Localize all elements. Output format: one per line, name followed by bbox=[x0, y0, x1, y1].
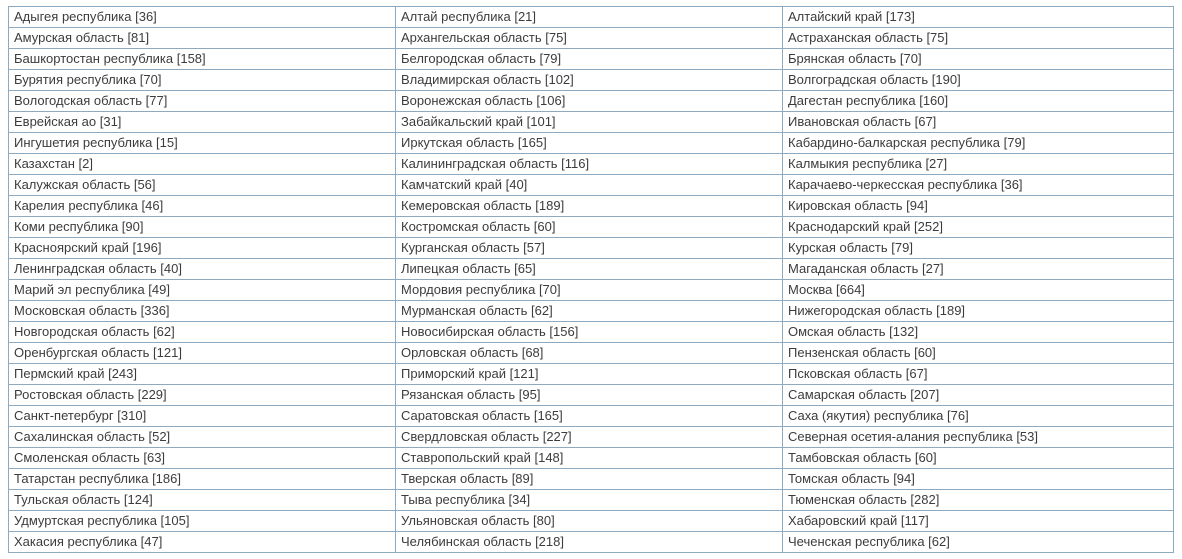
table-cell bbox=[396, 217, 783, 238]
table-row bbox=[9, 70, 1174, 91]
table-cell bbox=[783, 385, 1174, 406]
region-link[interactable]: Липецкая область [65] bbox=[401, 261, 536, 276]
table-cell bbox=[9, 427, 396, 448]
table-cell bbox=[9, 49, 396, 70]
region-link[interactable]: Кабардино-балкарская республика [79] bbox=[788, 135, 1026, 150]
table-cell bbox=[396, 364, 783, 385]
table-cell bbox=[9, 448, 396, 469]
region-link[interactable]: Еврейская ао [31] bbox=[14, 114, 122, 129]
table-cell bbox=[396, 259, 783, 280]
table-cell bbox=[783, 91, 1174, 112]
table-cell bbox=[396, 133, 783, 154]
table-cell bbox=[396, 427, 783, 448]
region-link[interactable]: Тамбовская область [60] bbox=[788, 450, 937, 465]
table-cell bbox=[9, 343, 396, 364]
region-link[interactable]: Тюменская область [282] bbox=[788, 492, 940, 507]
table-cell bbox=[783, 7, 1174, 28]
table-cell bbox=[396, 511, 783, 532]
table-row bbox=[9, 511, 1174, 532]
table-cell bbox=[9, 511, 396, 532]
region-link[interactable]: Белгородская область [79] bbox=[401, 51, 562, 66]
region-link[interactable]: Татарстан республика [186] bbox=[14, 471, 181, 486]
region-link[interactable]: Владимирская область [102] bbox=[401, 72, 574, 87]
region-link[interactable]: Амурская область [81] bbox=[14, 30, 150, 45]
table-cell bbox=[9, 70, 396, 91]
region-link[interactable]: Курская область [79] bbox=[788, 240, 913, 255]
region-link[interactable]: Ульяновская область [80] bbox=[401, 513, 555, 528]
table-row bbox=[9, 490, 1174, 511]
region-link[interactable]: Санкт-петербург [310] bbox=[14, 408, 147, 423]
region-link[interactable]: Красноярский край [196] bbox=[14, 240, 162, 255]
table-cell bbox=[9, 280, 396, 301]
region-link[interactable]: Хабаровский край [117] bbox=[788, 513, 929, 528]
region-link[interactable]: Псковская область [67] bbox=[788, 366, 928, 381]
region-link[interactable]: Хакасия республика [47] bbox=[14, 534, 163, 549]
region-link[interactable]: Томская область [94] bbox=[788, 471, 915, 486]
table-cell bbox=[9, 385, 396, 406]
table-row bbox=[9, 322, 1174, 343]
table-cell bbox=[783, 280, 1174, 301]
table-cell bbox=[9, 112, 396, 133]
region-link[interactable]: Северная осетия-алания республика [53] bbox=[788, 429, 1039, 444]
region-link[interactable]: Приморский край [121] bbox=[401, 366, 539, 381]
region-link[interactable]: Курганская область [57] bbox=[401, 240, 545, 255]
region-link[interactable]: Удмуртская республика [105] bbox=[14, 513, 190, 528]
region-link[interactable]: Смоленская область [63] bbox=[14, 450, 166, 465]
table-cell bbox=[396, 28, 783, 49]
region-link[interactable]: Ставропольский край [148] bbox=[401, 450, 564, 465]
region-link[interactable]: Марий эл республика [49] bbox=[14, 282, 170, 297]
table-cell bbox=[783, 154, 1174, 175]
region-link[interactable]: Саратовская область [165] bbox=[401, 408, 563, 423]
table-cell bbox=[9, 301, 396, 322]
region-link[interactable]: Калининградская область [116] bbox=[401, 156, 590, 171]
region-link[interactable]: Бурятия республика [70] bbox=[14, 72, 162, 87]
region-link[interactable]: Казахстан [2] bbox=[14, 156, 93, 171]
region-link[interactable]: Башкортостан республика [158] bbox=[14, 51, 206, 66]
region-link[interactable]: Камчатский край [40] bbox=[401, 177, 528, 192]
region-link[interactable]: Коми республика [90] bbox=[14, 219, 144, 234]
table-cell bbox=[9, 154, 396, 175]
region-link[interactable]: Рязанская область [95] bbox=[401, 387, 541, 402]
table-cell bbox=[783, 427, 1174, 448]
region-link[interactable]: Пензенская область [60] bbox=[788, 345, 936, 360]
table-cell bbox=[396, 49, 783, 70]
table-cell bbox=[783, 364, 1174, 385]
table-cell bbox=[783, 238, 1174, 259]
table-row bbox=[9, 217, 1174, 238]
region-link[interactable]: Архангельская область [75] bbox=[401, 30, 567, 45]
table-cell bbox=[783, 49, 1174, 70]
table-cell bbox=[783, 406, 1174, 427]
table-cell bbox=[9, 133, 396, 154]
table-cell bbox=[783, 28, 1174, 49]
region-link[interactable]: Дагестан республика [160] bbox=[788, 93, 949, 108]
region-link[interactable]: Московская область [336] bbox=[14, 303, 170, 318]
table-row bbox=[9, 385, 1174, 406]
region-link[interactable]: Чеченская республика [62] bbox=[788, 534, 950, 549]
table-row bbox=[9, 49, 1174, 70]
region-link[interactable]: Оренбургская область [121] bbox=[14, 345, 182, 360]
table-cell bbox=[396, 154, 783, 175]
table-cell bbox=[9, 406, 396, 427]
table-cell bbox=[396, 490, 783, 511]
table-cell bbox=[783, 448, 1174, 469]
region-link[interactable]: Карачаево-черкесская республика [36] bbox=[788, 177, 1023, 192]
region-link[interactable]: Алтай республика [21] bbox=[401, 9, 537, 24]
region-link[interactable]: Адыгея республика [36] bbox=[14, 9, 157, 24]
region-link[interactable]: Астраханская область [75] bbox=[788, 30, 949, 45]
region-link[interactable]: Тульская область [124] bbox=[14, 492, 153, 507]
region-link[interactable]: Мордовия республика [70] bbox=[401, 282, 561, 297]
table-cell bbox=[783, 511, 1174, 532]
table-row bbox=[9, 28, 1174, 49]
region-link[interactable]: Самарская область [207] bbox=[788, 387, 940, 402]
table-cell bbox=[396, 448, 783, 469]
table-cell bbox=[396, 280, 783, 301]
region-link[interactable]: Пермский край [243] bbox=[14, 366, 137, 381]
table-cell bbox=[9, 7, 396, 28]
table-cell bbox=[9, 91, 396, 112]
table-cell bbox=[783, 133, 1174, 154]
region-link[interactable]: Брянская область [70] bbox=[788, 51, 922, 66]
table-cell bbox=[396, 469, 783, 490]
region-link[interactable]: Ивановская область [67] bbox=[788, 114, 937, 129]
table-cell bbox=[9, 217, 396, 238]
table-cell bbox=[396, 343, 783, 364]
table-cell bbox=[396, 196, 783, 217]
region-link[interactable]: Калужская область [56] bbox=[14, 177, 156, 192]
region-link[interactable]: Омская область [132] bbox=[788, 324, 919, 339]
table-row bbox=[9, 343, 1174, 364]
table-cell bbox=[783, 70, 1174, 91]
table-cell bbox=[9, 322, 396, 343]
region-link[interactable]: Кировская область [94] bbox=[788, 198, 928, 213]
table-row bbox=[9, 364, 1174, 385]
table-cell bbox=[396, 406, 783, 427]
table-cell bbox=[783, 196, 1174, 217]
table-cell bbox=[783, 469, 1174, 490]
region-link[interactable]: Калмыкия республика [27] bbox=[788, 156, 948, 171]
table-cell bbox=[9, 532, 396, 553]
table-cell bbox=[9, 259, 396, 280]
table-cell bbox=[9, 28, 396, 49]
table-cell bbox=[396, 322, 783, 343]
table-cell bbox=[9, 364, 396, 385]
region-table bbox=[8, 6, 1174, 553]
region-link[interactable]: Нижегородская область [189] bbox=[788, 303, 966, 318]
table-cell bbox=[783, 112, 1174, 133]
region-link[interactable]: Вологодская область [77] bbox=[14, 93, 168, 108]
table-cell bbox=[396, 301, 783, 322]
table-row bbox=[9, 532, 1174, 553]
region-link[interactable]: Ростовская область [229] bbox=[14, 387, 167, 402]
region-link[interactable]: Ленинградская область [40] bbox=[14, 261, 182, 276]
table-row bbox=[9, 133, 1174, 154]
table-cell bbox=[9, 490, 396, 511]
table-row bbox=[9, 259, 1174, 280]
table-cell bbox=[9, 469, 396, 490]
region-link[interactable]: Забайкальский край [101] bbox=[401, 114, 556, 129]
table-cell bbox=[783, 490, 1174, 511]
table-cell bbox=[9, 238, 396, 259]
table-row bbox=[9, 238, 1174, 259]
table-cell bbox=[396, 175, 783, 196]
table-row bbox=[9, 154, 1174, 175]
table-row bbox=[9, 112, 1174, 133]
table-cell bbox=[783, 217, 1174, 238]
region-link[interactable]: Сахалинская область [52] bbox=[14, 429, 171, 444]
table-row bbox=[9, 427, 1174, 448]
table-row bbox=[9, 448, 1174, 469]
table-row bbox=[9, 7, 1174, 28]
table-row bbox=[9, 175, 1174, 196]
region-link[interactable]: Волгоградская область [190] bbox=[788, 72, 961, 87]
region-link[interactable]: Орловская область [68] bbox=[401, 345, 544, 360]
table-cell bbox=[783, 175, 1174, 196]
region-link[interactable]: Тыва республика [34] bbox=[401, 492, 531, 507]
table-cell bbox=[396, 532, 783, 553]
region-link[interactable]: Костромская область [60] bbox=[401, 219, 556, 234]
table-cell bbox=[9, 175, 396, 196]
region-link[interactable]: Карелия республика [46] bbox=[14, 198, 164, 213]
region-link[interactable]: Свердловская область [227] bbox=[401, 429, 572, 444]
table-cell bbox=[783, 301, 1174, 322]
table-row bbox=[9, 91, 1174, 112]
region-link[interactable]: Москва [664] bbox=[788, 282, 865, 297]
table-row bbox=[9, 280, 1174, 301]
table-cell bbox=[396, 238, 783, 259]
region-link[interactable]: Краснодарский край [252] bbox=[788, 219, 943, 234]
region-table-body bbox=[9, 7, 1174, 553]
table-cell bbox=[396, 70, 783, 91]
table-cell bbox=[396, 112, 783, 133]
table-row bbox=[9, 301, 1174, 322]
table-cell bbox=[783, 322, 1174, 343]
region-link[interactable]: Новосибирская область [156] bbox=[401, 324, 579, 339]
table-row bbox=[9, 469, 1174, 490]
region-link[interactable]: Ингушетия республика [15] bbox=[14, 135, 178, 150]
region-link[interactable]: Мурманская область [62] bbox=[401, 303, 553, 318]
region-link[interactable]: Кемеровская область [189] bbox=[401, 198, 565, 213]
table-row bbox=[9, 406, 1174, 427]
table-cell bbox=[9, 196, 396, 217]
region-link[interactable]: Алтайский край [173] bbox=[788, 9, 915, 24]
region-link[interactable]: Иркутская область [165] bbox=[401, 135, 547, 150]
region-link[interactable]: Челябинская область [218] bbox=[401, 534, 564, 549]
table-cell bbox=[783, 259, 1174, 280]
table-cell bbox=[783, 532, 1174, 553]
table-cell bbox=[396, 7, 783, 28]
region-link[interactable]: Воронежская область [106] bbox=[401, 93, 566, 108]
region-link[interactable]: Тверская область [89] bbox=[401, 471, 534, 486]
table-cell bbox=[396, 91, 783, 112]
table-cell bbox=[396, 385, 783, 406]
region-link[interactable]: Новгородская область [62] bbox=[14, 324, 175, 339]
table-cell bbox=[783, 343, 1174, 364]
table-row bbox=[9, 196, 1174, 217]
region-link[interactable]: Саха (якутия) республика [76] bbox=[788, 408, 969, 423]
region-link[interactable]: Магаданская область [27] bbox=[788, 261, 944, 276]
